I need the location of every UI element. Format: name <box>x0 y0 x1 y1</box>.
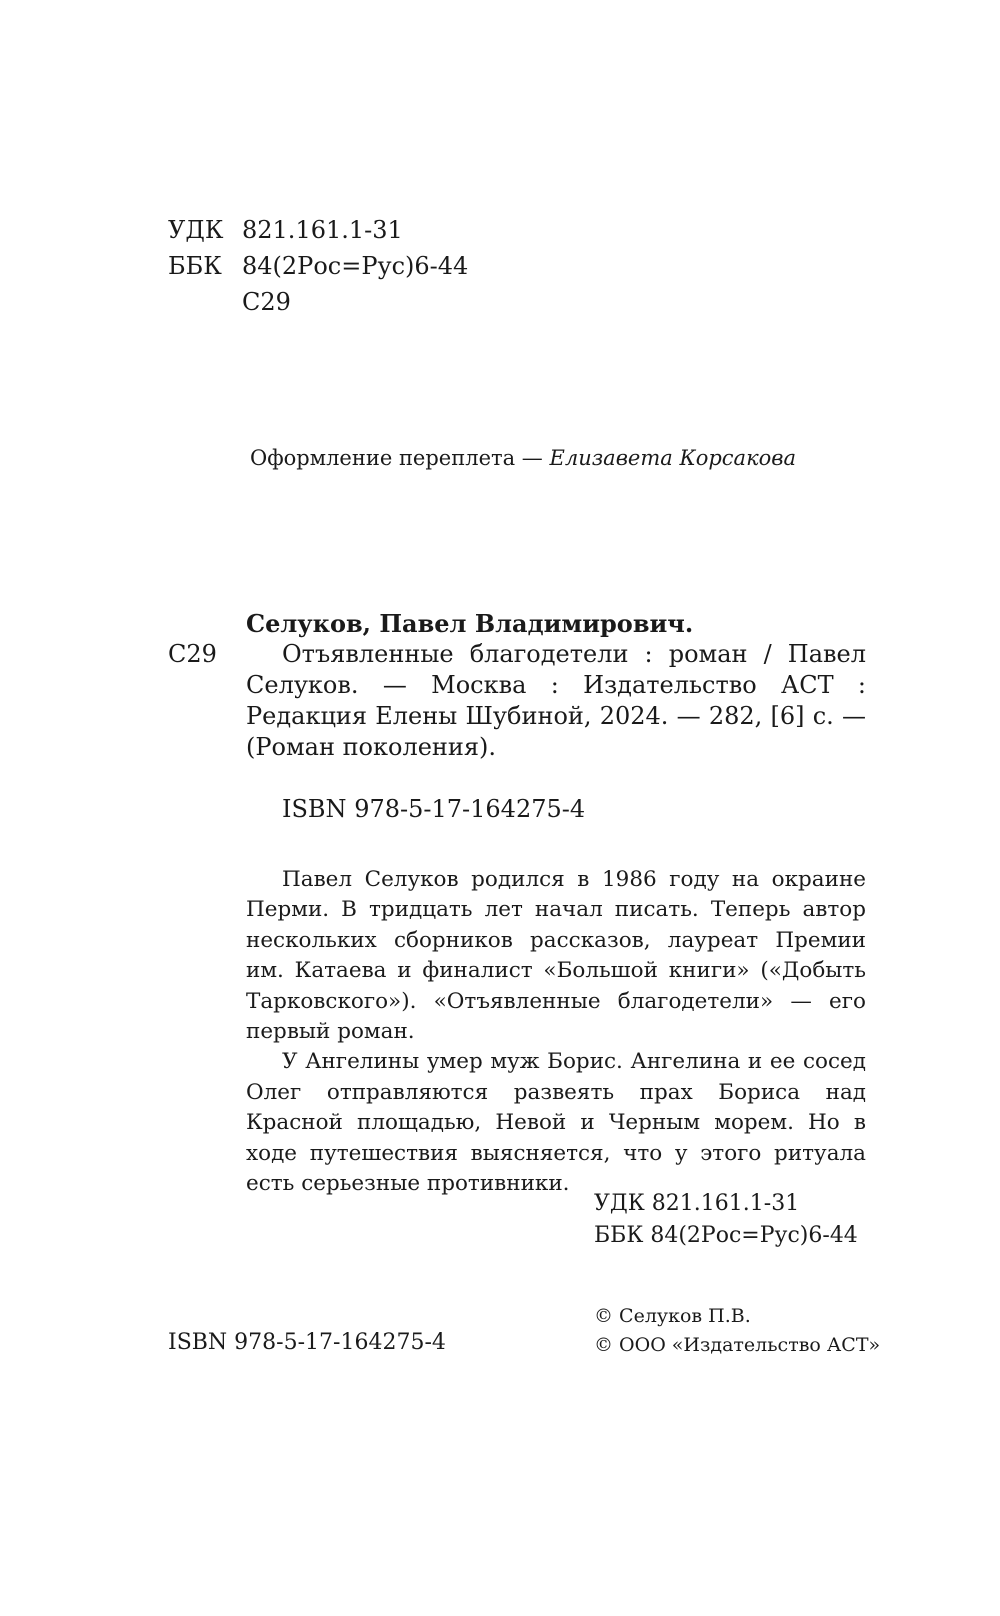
footer-udk: УДК 821.161.1-31 <box>594 1191 800 1216</box>
footer-isbn: ISBN 978-5-17-164275-4 <box>168 1330 446 1355</box>
classification-codes <box>168 212 468 320</box>
copyright-publisher: © ООО «Издательство АСТ» <box>594 1334 881 1356</box>
catalog-author-sign: С29 <box>168 640 217 668</box>
catalog-isbn: ISBN 978-5-17-164275-4 <box>282 795 586 823</box>
author-sign-row <box>168 284 468 320</box>
cover-credit-label: Оформление переплета — <box>250 446 543 470</box>
udk-value: 821.161.1-31 <box>242 216 403 244</box>
annotation <box>246 865 866 1199</box>
annotation-paragraph: У Ангелины умер муж Борис. Ангелина и ее сосед Олег отправляются развеять прах Бориса над Красной площадью, Невой и Черным морем. Но в ходе путешествия выясняется, что у этого ритуала есть серьезные противники. <box>246 1049 866 1197</box>
udk-row <box>168 212 468 248</box>
footer-bbk: ББК 84(2Рос=Рус)6-44 <box>594 1223 858 1248</box>
bibliographic-description: Отъявленные благодетели : роман / Павел Селуков. — Москва : Издательство АСТ : Редакция Елены Шубиной, 2024. — 282, [6] с. — (Роман поколения). <box>246 640 866 761</box>
author-sign: С29 <box>242 288 291 316</box>
udk-label: УДК <box>168 216 224 244</box>
cover-credit-name: Елизавета Корсакова <box>549 446 797 470</box>
bbk-value: 84(2Рос=Рус)6-44 <box>242 252 469 280</box>
copyright-block <box>594 1302 880 1360</box>
bbk-label: ББК <box>168 252 222 280</box>
author-heading: Селуков, Павел Владимирович. <box>246 609 694 638</box>
bbk-row <box>168 248 468 284</box>
footer-codes <box>594 1188 858 1252</box>
copyright-author: © Селуков П.В. <box>594 1305 751 1327</box>
catalog-card <box>246 608 866 825</box>
annotation-paragraph: Павел Селуков родился в 1986 году на окраине Перми. В тридцать лет начал писать. Теперь автор нескольких сборников рассказов, лауреат Премии им. Катаева и финалист «Большой книги» («Добыть Тарковского»). «Отъявленные благодетели» — его первый роман. <box>246 867 866 1045</box>
cover-design-credit <box>250 446 796 470</box>
